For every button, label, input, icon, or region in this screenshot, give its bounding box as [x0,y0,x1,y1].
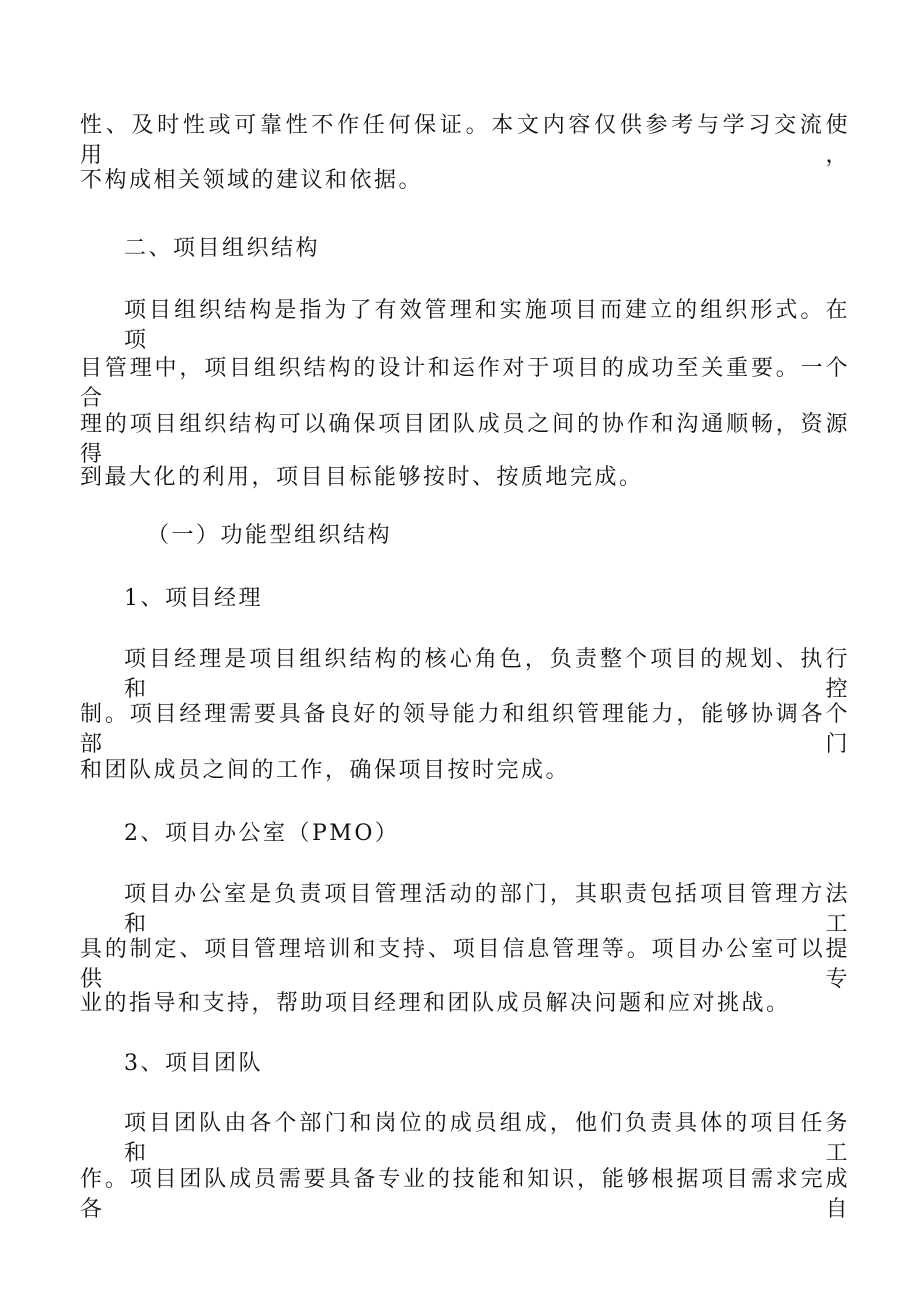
item-heading: 1、项目经理 [124,586,263,611]
paragraph-line: 项目办公室是负责项目管理活动的部门，其职责包括项目管理方法和工 [124,882,850,937]
paragraph-line: 项目组织结构是指为了有效管理和实施项目而建立的组织形式。在项 [124,298,850,353]
paragraph-line: 到最大化的利用，项目目标能够按时、按质地完成。 [80,465,644,490]
item-heading: 3、项目团队 [124,1051,263,1076]
paragraph-line: 项目经理是项目组织结构的核心角色，负责整个项目的规划、执行和控 [124,647,850,702]
section-heading: 二、项目组织结构 [124,236,321,261]
paragraph-line: 不构成相关领域的建议和依据。 [80,168,424,193]
subsection-heading: （一）功能型组织结构 [147,523,393,548]
paragraph-line: 业的指导和支持，帮助项目经理和团队成员解决问题和应对挑战。 [80,991,791,1016]
paragraph-line: 性、及时性或可靠性不作任何保证。本文内容仅供参考与学习交流使用， [80,113,850,168]
paragraph-line: 目管理中，项目组织结构的设计和运作对于项目的成功至关重要。一个合 [80,356,850,411]
paragraph-line: 和团队成员之间的工作，确保项目按时完成。 [80,758,571,783]
item-heading: 2、项目办公室（PMO） [124,821,400,846]
paragraph-line: 制。项目经理需要具备良好的领导能力和组织管理能力，能够协调各个部门 [80,702,850,757]
paragraph-line: 作。项目团队成员需要具备专业的技能和知识，能够根据项目需求完成各自 [80,1167,850,1222]
paragraph-line: 理的项目组织结构可以确保项目团队成员之间的协作和沟通顺畅，资源得 [80,412,850,467]
paragraph-line: 项目团队由各个部门和岗位的成员组成，他们负责具体的项目任务和工 [124,1111,850,1166]
paragraph-line: 具的制定、项目管理培训和支持、项目信息管理等。项目办公室可以提供专 [80,937,850,992]
